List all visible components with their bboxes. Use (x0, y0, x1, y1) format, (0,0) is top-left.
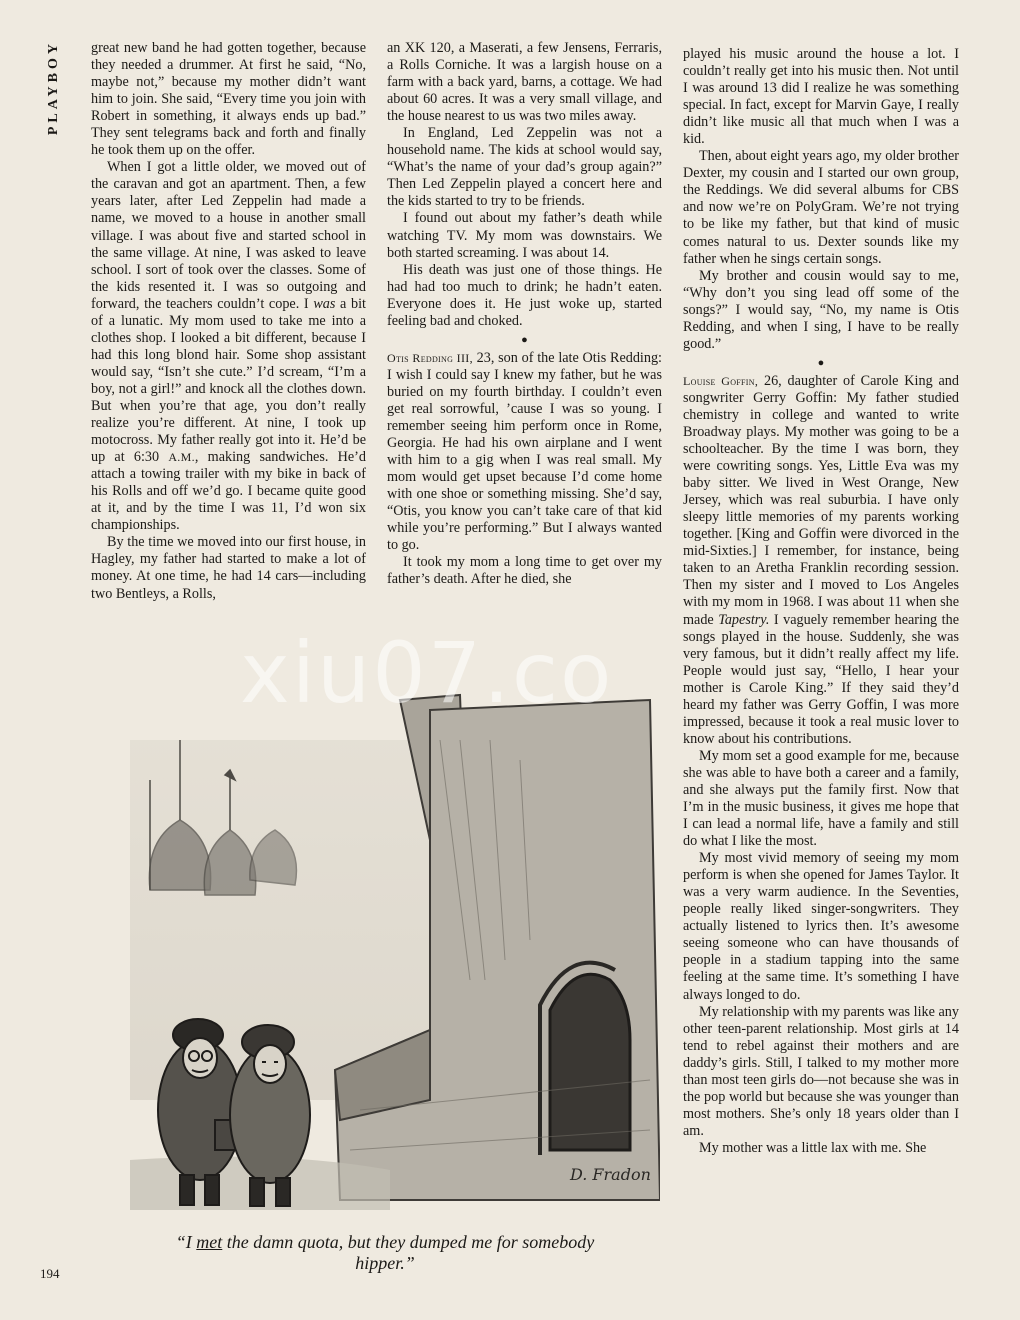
cartoon-caption: “I met the damn quota, but they dumped me for somebody hipper.” (175, 1232, 595, 1273)
paragraph: My relationship with my parents was like any other teen-parent relationship. Most girls at 14 tend to rebel against their mothers and are daddy’s girls. Still, I talked to my mother more than most teen girls do—not because she was in the pop world but because she was younger than most mothers. She’s only 18 years older than I am. (683, 1003, 959, 1139)
paragraph: great new band he had gotten together, because they needed a drummer. At first he said, “No, maybe not,” because my mother didn’t want him to join. She said, “Every time you join with Robert in something, it always ends up bad.” They sent telegrams back and forth and finally he took them up on the offer. (91, 40, 366, 159)
cartoonist-signature: D. Fradon (570, 1165, 651, 1184)
paragraph: My mom set a good example for me, because she was able to have both a career and a family, and she always put the family first. Now that I’m in the music business, it gives me hope that I can lead a normal life, have a family and still do what I like the most. (683, 747, 959, 850)
article-column-2 (387, 40, 662, 588)
section-bullet: ● (521, 333, 528, 346)
section-bullet: ● (817, 356, 825, 369)
paragraph: By the time we moved into our first house, in Hagley, my father had started to make a lot of money. At one time, he had 14 cars—including two Bentleys, a Rolls, (91, 534, 366, 602)
paragraph: My most vivid memory of seeing my mom perform is when she opened for James Taylor. It was a very warm audience. In the Seventies, people really liked singer-songwriters. They actually listened to lyrics then. It’s awesome seeing someone who can have thousands of people in a stadium tapping into the same feeling at the same time. It’s something I have always longed to do. (683, 850, 959, 1003)
paragraph: I found out about my father’s death while watching TV. My mom was downstairs. We both started screaming. I was about 14. (387, 210, 662, 261)
cartoon-illustration (130, 680, 660, 1210)
paragraph: It took my mom a long time to get over my father’s death. After he died, she (387, 554, 662, 588)
paragraph: His death was just one of those things. He had had too much to drink; he hadn’t eaten. Everyone does it. He just woke up, started feeling bad and choked. (387, 261, 662, 329)
paragraph: My brother and cousin would say to me, “Why don’t you sing lead off some of the songs?” I would say, “No, my name is Otis Redding, and when I sing, I have to be really good.” (683, 267, 959, 352)
watermark-text: xiu07.co (240, 624, 614, 722)
magazine-name-vertical: PLAYBOY (46, 40, 61, 136)
interviewee-name: Louise Goffin, (683, 373, 759, 388)
paragraph: an XK 120, a Maserati, a few Jensens, Ferraris, a Rolls Corniche. It was a largish house on a farm with a back yard, barns, a cottage. We had about 60 acres. It was a very small village, and the house nearest to us was two miles away. (387, 40, 662, 125)
paragraph: My mother was a little lax with me. She (699, 1139, 927, 1156)
paragraph: In England, Led Zeppelin was not a household name. The kids at school would say, “What’s the name of your dad’s group again?” Then Led Zeppelin played a concert here and the kids started to try to be friends. (387, 125, 662, 210)
paragraph: Louise Goffin, 26, daughter of Carole King and songwriter Gerry Goffin: My father studied chemistry in college and wanted to write Broadway plays. My mother was going to be a schoolteacher. By the time I was born, they were cowriting songs. Yes, Little Eva was my baby sitter. We lived in West Orange, New Jersey, which was real suburbia. I have only sleepy little memories of my parents working together. [King and Goffin were divorced in the mid-Sixties.] I remember, for instance, being taken to an Aretha Franklin recording session. Then my sister and I moved to Los Angeles with my mom in 1968. I was about 11 when she made Tapestry. I vaguely remember hearing the songs played in the house. Suddenly, she was very famous, but it didn’t really affect my life. People would just say, “Hello, I hear your mother is Carole King.” If they said they’d heard my father was Gerry Goffin, I was more impressed, because it took a real music lover to know about his contributions. (683, 372, 959, 747)
article-column-3 (683, 46, 959, 1157)
paragraph: Then, about eight years ago, my older brother Dexter, my cousin and I started our own group, the Reddings. We did several albums for CBS and now we’re on PolyGram. We’re not trying to be like my father, but that kind of music comes natural to us. Dexter sounds like my father when he sings certain songs. (683, 148, 959, 267)
article-column-1 (91, 40, 366, 603)
interviewee-name: Otis Redding III, (387, 350, 473, 365)
paragraph: Otis Redding III, 23, son of the late Otis Redding: I wish I could say I knew my father, but he was buried on my fourth birthday. I couldn’t even get real sorrowful, ’cause I was so young. I remember seeing him perform once in Rome, Georgia. He had his own airplane and I went with him to a gig when I was real small. My mom would get upset because I’d come home with one shoe or something missing. She’d say, “Otis, you know you can’t take care of that kid while you’re performing.” But I always wanted to go. (387, 349, 662, 554)
paragraph: played his music around the house a lot. I couldn’t really get into his music then. Not until I was around 13 did I realize he was something special. In fact, except for Marvin Gaye, I really didn’t like music all that much when I was a kid. (683, 46, 959, 148)
page-number: 194 (40, 1266, 60, 1281)
paragraph: When I got a little older, we moved out of the caravan and got an apartment. Then, a few years later, after Led Zeppelin had made a name, we moved to a house in another small village. I was about five and started school in the same village. At nine, I was asked to leave school. I sort of took over the classes. Some of the kids resented it. I was so outgoing and forward, the teachers couldn’t cope. I was a bit of a lunatic. My mom used to take me into a clothes shop. I looked a bit different, because I had this long blond hair. Some shop assistant would say, “Isn’t she cute.” I’d scream, “I’m a boy, not a girl!” and knock all the clothes down. But when you’re that age, you don’t really realize you’re different. At nine, I took up motocross. My father really got into it. He’d be up at 6:30 A.M., making sandwiches. He’d attach a towing trailer with my bike in back of his Rolls and off we’d go. I became quite good at it, and by the time I was 11, I’d won six championships. (91, 159, 366, 534)
